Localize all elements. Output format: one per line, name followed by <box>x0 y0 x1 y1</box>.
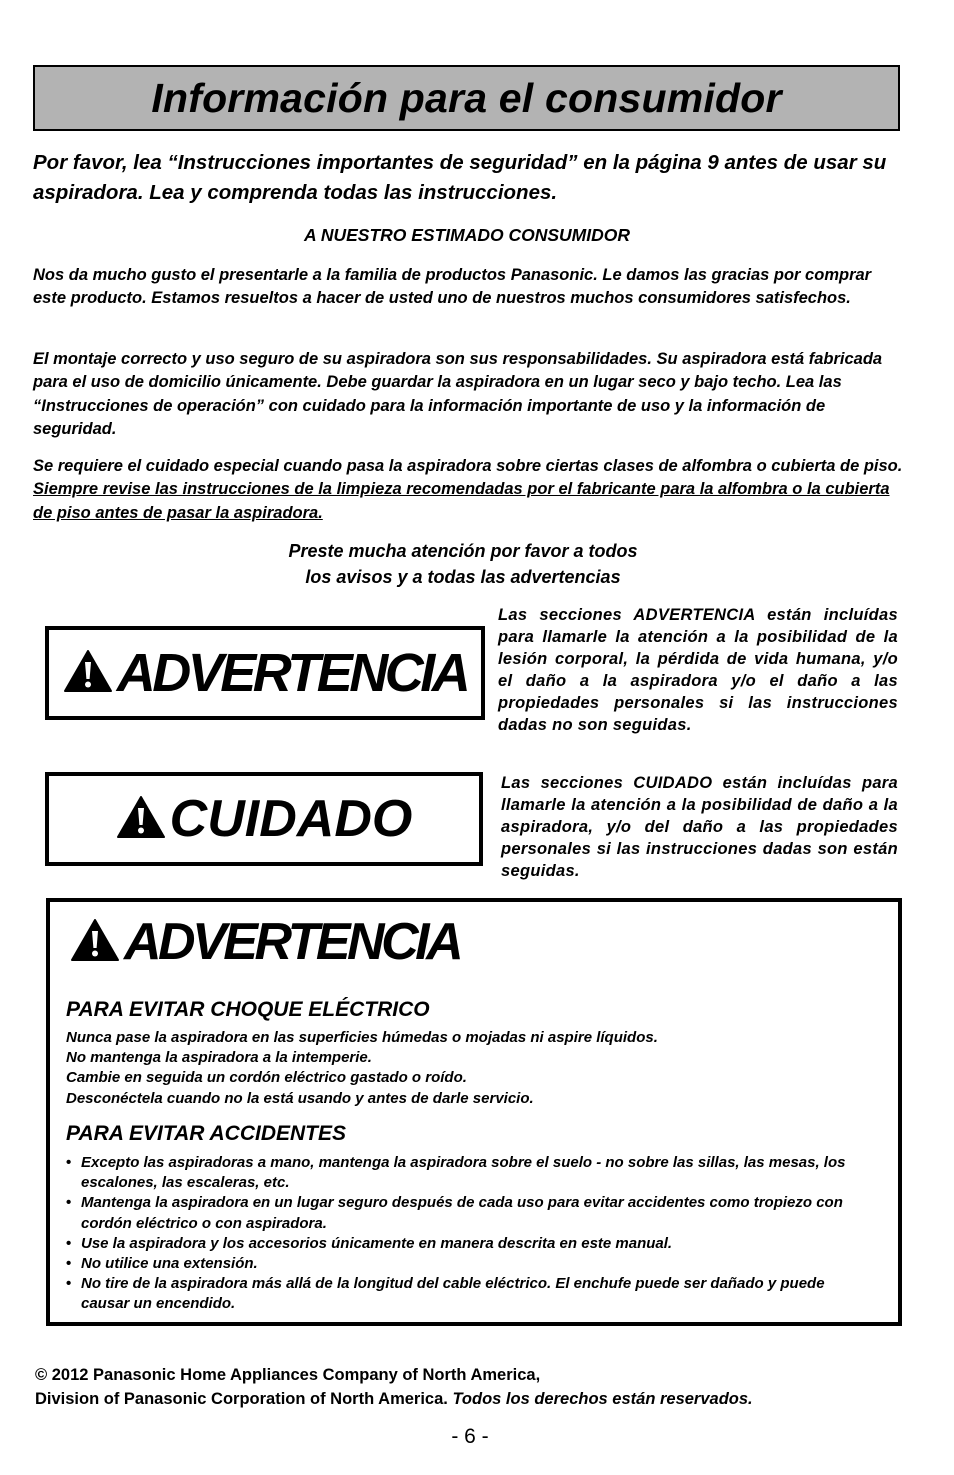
list-item: • Mantenga la aspiradora en un lugar seguro después de cada uso para evitar accidentes como tropiezo con cordón eléctrico o con aspiradora. <box>66 1193 876 1233</box>
attention-note <box>0 538 926 590</box>
accidents-list <box>66 1153 876 1315</box>
warning-box-sign-label: ADVERTENCIA <box>124 913 461 971</box>
carpet-care-text: Se requiere el cuidado especial cuando pasa la aspiradora sobre ciertas clases de alfombra o cubierta de piso. <box>33 457 903 475</box>
copyright-rights: Todos los derechos están reservados. <box>452 1389 753 1408</box>
caution-description: Las secciones CUIDADO están incluídas para llamarle la atención a la posibilidad de daño a la aspiradora, y/o del daño a las propiedades personales si las instrucciones dadas son están seguidas. <box>501 774 898 880</box>
electric-line: Cambie en seguida un cordón eléctrico gastado o roído. <box>66 1069 467 1087</box>
title-bar <box>33 65 900 131</box>
warning-triangle-icon <box>70 918 120 967</box>
warning-box <box>46 898 902 1326</box>
intro-text: Por favor, lea “Instrucciones importantes de seguridad” en la página 9 antes de usar su aspiradora. Lea y comprenda todas las instrucciones. <box>33 151 887 204</box>
list-item: • No tire de la aspiradora más allá de la longitud del cable eléctrico. El enchufe puede ser dañado y puede causar un encendido. <box>66 1274 876 1314</box>
copyright-company: Division of Panasonic Corporation of North America. <box>35 1389 453 1408</box>
electric-shock-list <box>66 1028 658 1109</box>
list-item: • No utilice una extensión. <box>66 1254 876 1274</box>
warning-triangle-icon <box>116 795 166 844</box>
accidents-heading: PARA EVITAR ACCIDENTES <box>66 1122 347 1145</box>
warning-sign-box <box>45 626 485 720</box>
warning-triangle-icon <box>63 649 113 698</box>
list-item: • Use la aspiradora y los accesorios únicamente en manera descrita en este manual. <box>66 1234 876 1254</box>
copyright-notice <box>35 1364 935 1411</box>
copyright-line-1: © 2012 Panasonic Home Appliances Company of North America, <box>35 1366 541 1384</box>
list-item: • Excepto las aspiradoras a mano, mantenga la aspiradora sobre el suelo - no sobre las sillas, las mesas, los escalones, las escaleras, etc. <box>66 1153 876 1193</box>
electric-line: Nunca pase la aspiradora en las superficies húmedas o mojadas ni aspire líquidos. <box>66 1029 658 1046</box>
paragraph-responsibility: El montaje correcto y uso seguro de su aspiradora son sus responsabilidades. Su aspiradora está fabricada para el uso de domicilio únicamente. Debe guardar la aspiradora en un lugar seco y bajo techo. Lea las “Instrucciones de operación” con cuidado para la información importante de uso y la información de seguridad. <box>33 350 883 438</box>
paragraph-carpet-care <box>33 455 903 525</box>
attention-line-1: Preste mucha atención por favor a todos <box>288 541 638 561</box>
electric-line: No mantenga la aspiradora a la intemperie. <box>66 1049 372 1067</box>
dear-consumer-heading: A NUESTRO ESTIMADO CONSUMIDOR <box>303 225 631 245</box>
copyright-line-2 <box>35 1388 935 1412</box>
carpet-care-underlined: Siempre revise las instrucciones de la limpieza recomendadas por el fabricante para la alfombra o la cubierta de piso antes de pasar la aspiradora. <box>33 480 890 522</box>
electric-line: Desconéctela cuando no la está usando y antes de darle servicio. <box>66 1089 534 1107</box>
electric-shock-heading: PARA EVITAR CHOQUE ELÉCTRICO <box>66 998 430 1021</box>
page-title: Información para el consumidor <box>151 74 782 121</box>
page-number: - 6 - <box>451 1425 489 1448</box>
attention-line-2: los avisos y a todas las advertencias <box>305 567 621 587</box>
paragraph-welcome: Nos da mucho gusto el presentarle a la familia de productos Panasonic. Le damos las gracias por comprar este producto. Estamos resueltos a hacer de usted uno de nuestros muchos consumidores satisfechos. <box>33 266 872 308</box>
caution-sign-box <box>45 772 483 866</box>
caution-sign-label: CUIDADO <box>169 790 413 848</box>
warning-description: Las secciones ADVERTENCIA están incluídas para llamarle la atención a la posibilidad de la lesión corporal, la pérdida de vida humana, y/o el daño a la aspiradora y/o el daño a las propiedades personales si las instrucciones dadas no son seguidas. <box>498 606 898 734</box>
warning-sign-label: ADVERTENCIA <box>116 643 468 703</box>
warning-box-heading <box>70 913 461 971</box>
